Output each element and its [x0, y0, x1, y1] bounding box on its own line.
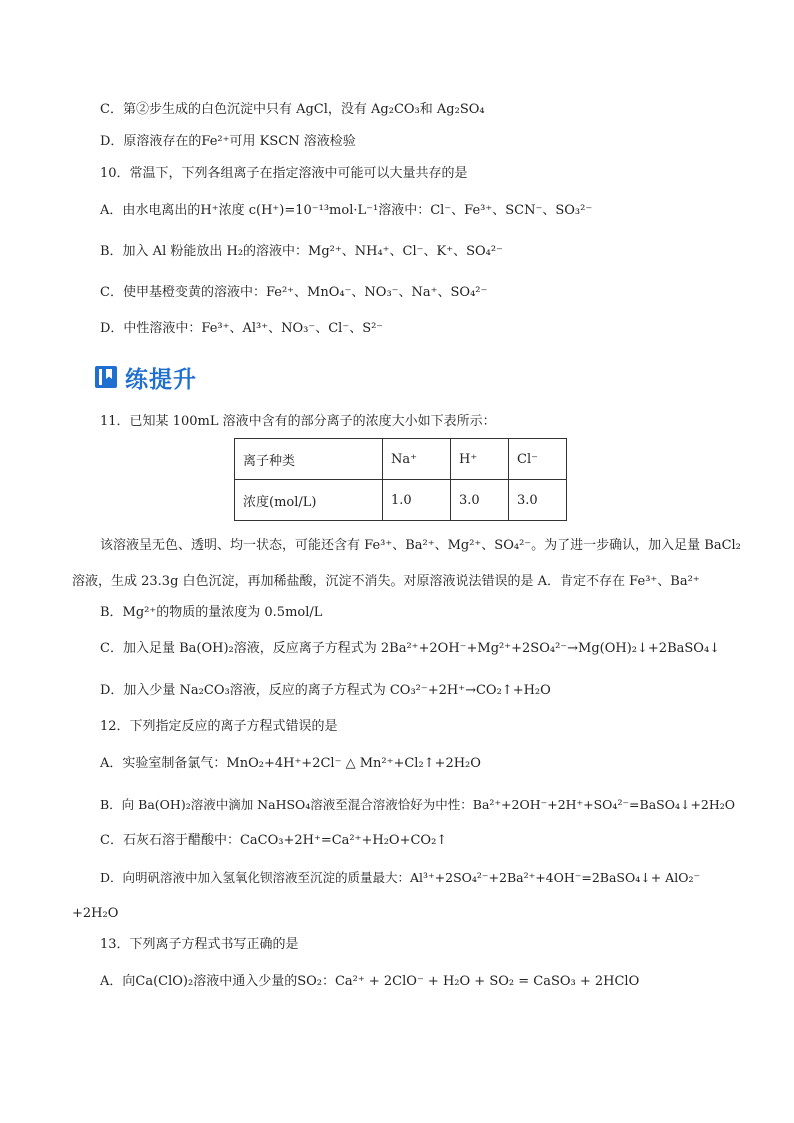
q12-option-c: C．石灰石溶于醋酸中：CaCO₃+2H⁺=Ca²⁺+H₂O+CO₂↑	[100, 833, 448, 848]
table-header-cell: H⁺	[451, 439, 509, 480]
q10-option-c: C．使甲基橙变黄的溶液中：Fe²⁺、MnO₄⁻、NO₃⁻、Na⁺、SO₄²⁻	[100, 285, 488, 300]
q12-option-d: D．向明矾溶液中加入氢氧化钡溶液至沉淀的质量最大：Al³⁺+2SO₄²⁻+2Ba²⁺+4OH⁻=2BaSO₄↓+ AlO₂⁻	[100, 870, 701, 885]
q10-option-a: A．由水电离出的H⁺浓度 c(H⁺)=10⁻¹³mol·L⁻¹溶液中：Cl⁻、Fe³⁺、SCN⁻、SO₃²⁻	[100, 203, 593, 218]
q13-option-a: A．向Ca(ClO)₂溶液中通入少量的SO₂：Ca²⁺ + 2ClO⁻ + H₂O + SO₂ = CaSO₃ + 2HClO	[100, 974, 640, 989]
q11-paragraph-line-1: 该溶液呈无色、透明、均一状态，可能还含有 Fe³⁺、Ba²⁺、Mg²⁺、SO₄²⁻。为了进一步确认，加入足量 BaCl₂	[100, 538, 741, 553]
q12-option-b: B．向 Ba(OH)₂溶液中滴加 NaHSO₄溶液至混合溶液恰好为中性：Ba²⁺+2OH⁻+2H⁺+SO₄²⁻=BaSO₄↓+2H₂O	[100, 797, 736, 812]
table-header-cell: Cl⁻	[509, 439, 567, 480]
q12-option-d-cont: +2H₂O	[72, 906, 119, 921]
table-row	[235, 480, 567, 521]
book-icon	[94, 365, 118, 389]
table-row	[235, 439, 567, 480]
question-12: 12．下列指定反应的离子方程式错误的是	[100, 719, 338, 734]
q11-option-b: B．Mg²⁺的物质的量浓度为 0.5mol/L	[100, 605, 323, 620]
q12-option-a: A．实验室制备氯气：MnO₂+4H⁺+2Cl⁻ △ Mn²⁺+Cl₂↑+2H₂O	[100, 756, 481, 771]
q10-option-b: B．加入 Al 粉能放出 H₂的溶液中：Mg²⁺、NH₄⁺、Cl⁻、K⁺、SO₄²⁻	[100, 244, 503, 259]
q11-option-d: D．加入少量 Na₂CO₃溶液，反应的离子方程式为 CO₃²⁻+2H⁺→CO₂↑+H₂O	[100, 683, 551, 698]
q10-option-d: D．中性溶液中：Fe³⁺、Al³⁺、NO₃⁻、Cl⁻、S²⁻	[100, 321, 384, 336]
table-header-cell: Na⁺	[383, 439, 451, 480]
table-header-cell: 离子种类	[235, 439, 383, 480]
option-d-line: D．原溶液存在的Fe²⁺可用 KSCN 溶液检验	[100, 134, 356, 149]
table-cell: 3.0	[451, 480, 509, 521]
q11-option-c: C．加入足量 Ba(OH)₂溶液，反应离子方程式为 2Ba²⁺+2OH⁻+Mg²⁺+2SO₄²⁻→Mg(OH)₂↓+2BaSO₄↓	[100, 641, 721, 656]
table-cell: 3.0	[509, 480, 567, 521]
section-title: 练提升	[125, 366, 197, 393]
option-c-line: C．第②步生成的白色沉淀中只有 AgCl，没有 Ag₂CO₃和 Ag₂SO₄	[100, 102, 485, 117]
question-10: 10．常温下，下列各组离子在指定溶液中可能可以大量共存的是	[100, 166, 468, 181]
q11-paragraph-line-2: 溶液，生成 23.3g 白色沉淀，再加稀盐酸，沉淀不消失。对原溶液说法错误的是 A．肯定不存在 Fe³⁺、Ba²⁺	[72, 574, 700, 589]
question-13: 13．下列离子方程式书写正确的是	[100, 937, 299, 952]
question-11: 11．已知某 100mL 溶液中含有的部分离子的浓度大小如下表所示：	[100, 414, 496, 429]
table-cell: 1.0	[383, 480, 451, 521]
ion-table	[234, 438, 567, 521]
table-cell: 浓度(mol/L)	[235, 480, 383, 521]
section-header	[94, 362, 197, 392]
